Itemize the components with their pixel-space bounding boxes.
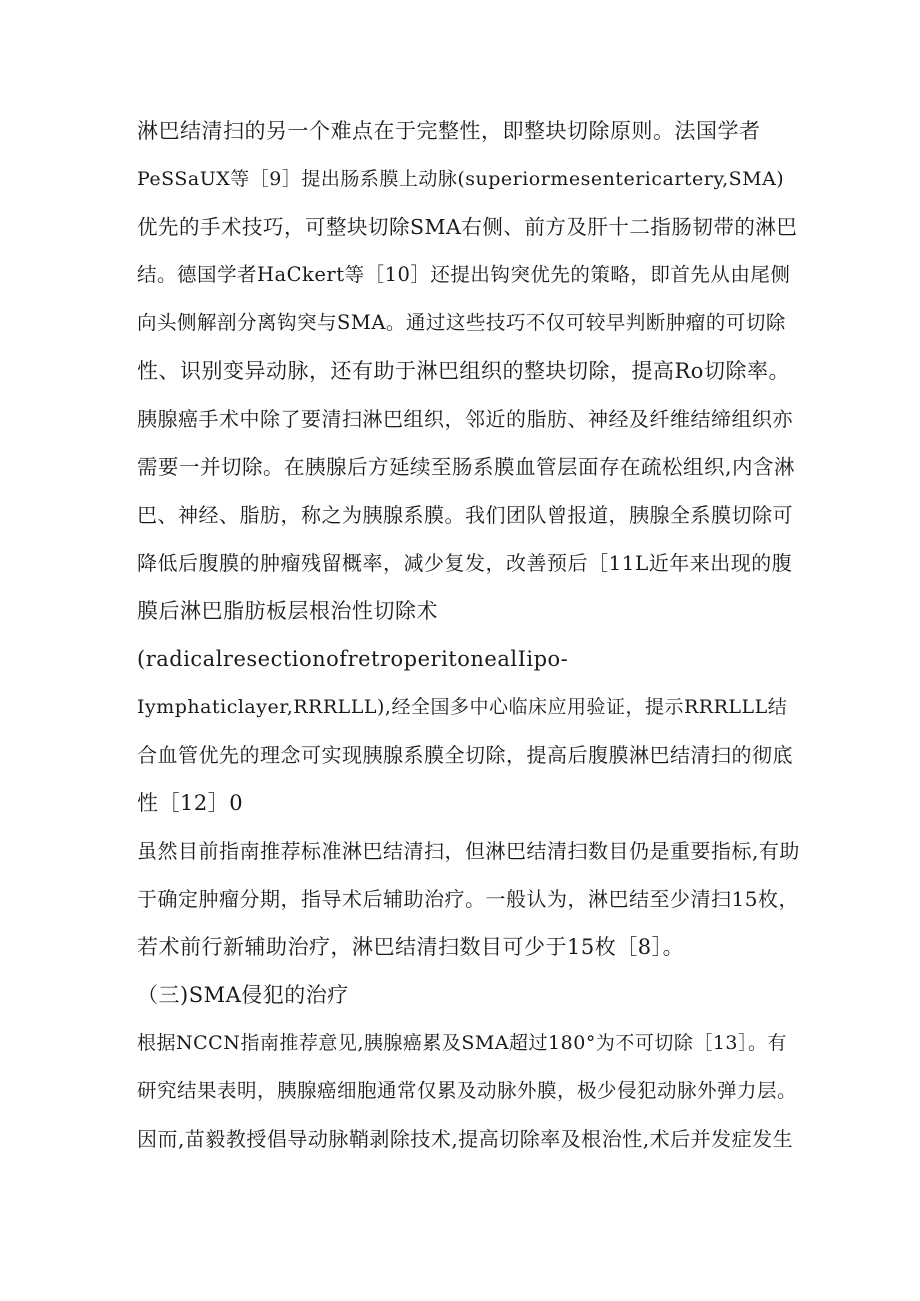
text-line: 若术前行新辅助治疗，淋巴结清扫数目可少于15枚［8］。: [137, 935, 685, 959]
text-line: 合血管优先的理念可实现胰腺系膜全切除，提高后腹膜淋巴结清扫的彻底: [137, 743, 793, 767]
text-line: 淋巴结清扫的另一个难点在于完整性，即整块切除原则。法国学者: [137, 119, 761, 143]
text-line: 结。德国学者HaCkert等［10］还提出钩突优先的策略，即首先从由尾侧: [137, 263, 791, 286]
text-line: 优先的手术技巧，可整块切除SMA右侧、前方及肝十二指肠韧带的淋巴: [137, 215, 798, 239]
text-line: 研究结果表明，胰腺癌细胞通常仅累及动脉外膜，极少侵犯动脉外弹力层。: [137, 1079, 798, 1102]
text-line: 因而,苗毅教授倡导动脉鞘剥除技术,提高切除率及根治性,术后并发症发生: [137, 1127, 794, 1151]
text-line: PeSSaUX等［9］提出肠系膜上动脉(superiormesentericartery,SMA): [137, 168, 785, 190]
text-line: 向头侧解剖分离钩突与SMA。通过这些技巧不仅可较早判断肿瘤的可切除: [137, 311, 786, 334]
text-line: 巴、神经、脂肪，称之为胰腺系膜。我们团队曾报道，胰腺全系膜切除可: [137, 503, 793, 527]
section-heading: （三)SMA侵犯的治疗: [137, 983, 349, 1007]
text-line: 根据NCCN指南推荐意见,胰腺癌累及SMA超过180°为不可切除［13］。有: [137, 1032, 787, 1054]
text-line: 膜后淋巴脂肪板层根治性切除术: [137, 599, 438, 623]
text-line: 需要一并切除。在胰腺后方延续至肠系膜血管层面存在疏松组织,内含淋: [137, 455, 796, 479]
text-line: Iymphaticlayer,RRRLLL),经全国多中心临床应用验证，提示RRRLLL结: [137, 696, 788, 718]
text-line: 于确定肿瘤分期，指导术后辅助治疗。一般认为，淋巴结至少清扫15枚，: [137, 887, 799, 911]
text-line: 降低后腹膜的肿瘤残留概率，减少复发，改善预后［11L近年来出现的腹: [137, 551, 793, 575]
text-line: 虽然目前指南推荐标准淋巴结清扫，但淋巴结清扫数目仍是重要指标,有助: [137, 839, 800, 863]
text-line: (radicalresectionofretroperitonealIipo-: [137, 647, 569, 671]
text-line: 性、识别变异动脉，还有助于淋巴组织的整块切除，提高Ro切除率。: [137, 359, 790, 383]
text-line: 性［12］0: [137, 791, 244, 815]
text-line: 胰腺癌手术中除了要清扫淋巴组织，邻近的脂肪、神经及纤维结缔组织亦: [137, 407, 793, 431]
